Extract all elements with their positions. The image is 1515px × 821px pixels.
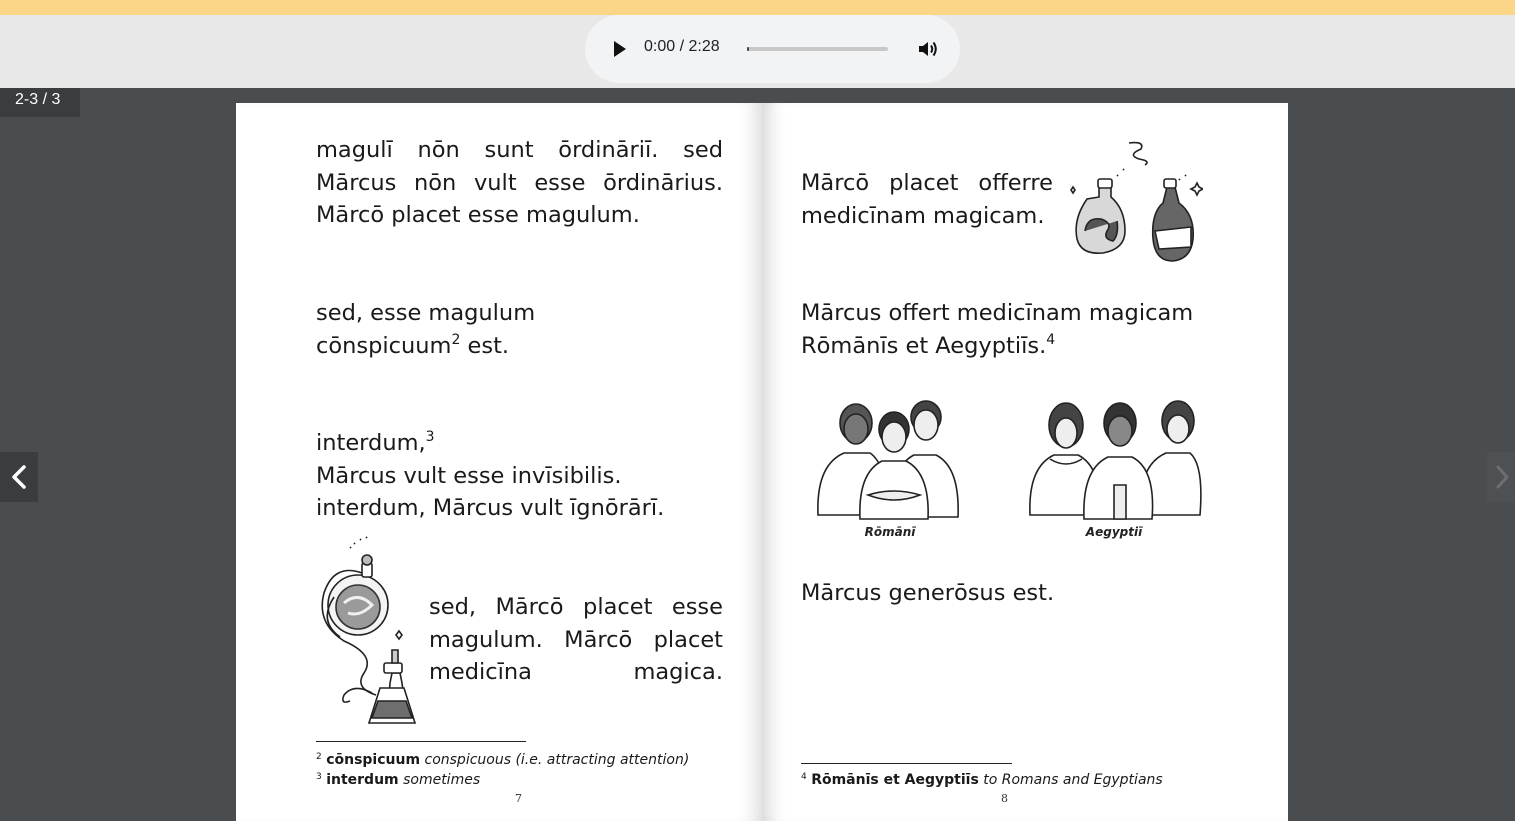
footnote-number: 4 [801,772,807,782]
footnote-number: 3 [316,772,322,782]
potion-bottles-illustration [1067,139,1203,263]
footnote-gloss: to Romans and Egyptians [983,772,1163,788]
paragraph-2 [316,297,723,362]
paragraph-3 [316,427,723,525]
text-line: magulum. Mārcō placet [429,626,723,653]
paragraph-1 [801,167,1053,232]
seek-progress [747,47,749,51]
text-line: Mārcus offert medicīnam magicam [801,300,1194,326]
image-caption: Rōmānī [864,525,916,539]
footnote-ref: 2 [451,331,461,348]
text-line: sed, esse magulum [316,300,536,326]
paragraph-2 [801,297,1231,362]
footnote-term: cōnspicuum [326,752,421,768]
footnote-gloss: conspicuous (i.e. attracting attention) [424,752,690,768]
footnote-ref: 3 [425,429,435,445]
text-word: interdum, [316,430,426,456]
next-page-button[interactable] [1487,452,1515,502]
page-number: 8 [1001,792,1008,805]
book-page-left [236,103,762,821]
book-page-right [762,103,1288,821]
footnote-term: interdum [326,772,399,788]
text-line: medicīna magica. [429,659,723,685]
text-line: Mārcō placet offerre [801,170,1053,196]
paragraph-3 [801,577,1231,610]
text-line: Mārcō placet esse magulum. [316,202,640,228]
text-line: magulī nōn sunt ōrdināriī. sed [316,137,723,163]
footnote-divider [316,741,526,742]
paragraph-4 [429,591,723,689]
romans-illustration [808,395,972,539]
text-line [316,330,723,363]
play-button[interactable] [607,37,631,61]
text-line: sed, Mārcō placet esse [429,594,723,620]
volume-button[interactable] [916,37,940,61]
text-line: Mārcus nōn vult esse ōrdinārius. [316,169,723,196]
text-word: Rōmānīs et Aegyptiīs. [801,332,1047,359]
seek-slider[interactable] [747,47,888,51]
image-caption: Aegyptiī [1085,525,1143,539]
footnote-divider [801,763,1012,764]
top-banner-strip [0,0,1515,15]
footnote-ref: 4 [1046,331,1056,348]
play-icon [607,37,631,61]
time-display: 0:00 / 2:28 [644,38,720,55]
footnote [801,770,1163,790]
paragraph-1 [316,134,723,232]
chevron-left-icon [0,452,38,502]
footnote-gloss: sometimes [403,772,481,788]
text-line: Mārcus generōsus est. [801,580,1055,606]
audio-bar [0,15,1515,88]
text-line: Mārcus vult esse invīsibilis. [316,462,622,489]
egyptians-illustration [1028,395,1204,539]
chevron-right-icon [1487,452,1515,502]
text-line: interdum, Mārcus vult īgnōrārī. [316,495,665,521]
footnote [316,770,480,790]
volume-icon [916,37,940,61]
text-word: cōnspicuum [316,332,452,359]
footnote-term: Rōmānīs et Aegyptiīs [811,772,979,788]
text-word: est. [460,332,510,359]
page-number: 7 [515,792,522,805]
previous-page-button[interactable] [0,452,38,502]
footnote-number: 2 [316,752,322,762]
text-line [801,330,1231,363]
potion-flasks-illustration [314,533,424,729]
page-indicator: 2-3 / 3 [0,88,80,117]
audio-player [585,15,960,83]
footnote [316,750,689,770]
text-line [316,427,723,460]
text-line: medicīnam magicam. [801,202,1045,229]
